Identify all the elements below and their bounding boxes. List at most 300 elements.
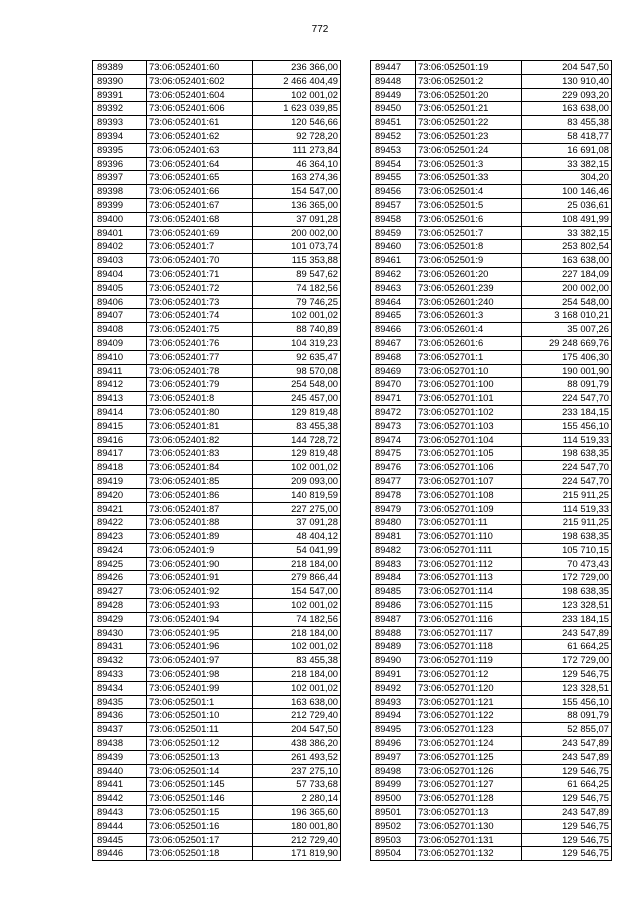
row-number: 89413: [93, 392, 147, 406]
cadastral-number: 73:06:052701:124: [416, 737, 522, 751]
cadastral-number: 73:06:052401:602: [147, 74, 253, 88]
cadastral-number: 73:06:052501:20: [416, 88, 522, 102]
cadastral-number: 73:06:052401:62: [147, 129, 253, 143]
cadastral-number: 73:06:052401:77: [147, 350, 253, 364]
cadastral-number: 73:06:052401:9: [147, 543, 253, 557]
cadastral-number: 73:06:052401:81: [147, 419, 253, 433]
cadastral-number: 73:06:052401:87: [147, 502, 253, 516]
table-row: [93, 88, 341, 102]
cadastral-number: 73:06:052601:6: [416, 336, 522, 350]
amount: 130 910,40: [522, 74, 612, 88]
row-number: 89443: [93, 806, 147, 820]
amount: 98 570,08: [253, 364, 341, 378]
table-row: [371, 61, 612, 75]
cadastral-number: 73:06:052501:22: [416, 116, 522, 130]
amount: 304,20: [522, 171, 612, 185]
cadastral-number: 73:06:052401:76: [147, 336, 253, 350]
amount: 245 457,00: [253, 392, 341, 406]
table-row: [371, 833, 612, 847]
cadastral-number: 73:06:052701:1: [416, 350, 522, 364]
table-row: [371, 778, 612, 792]
amount: 171 819,90: [253, 847, 341, 861]
table-row: [371, 226, 612, 240]
amount: 198 638,35: [522, 447, 612, 461]
row-number: 89435: [93, 695, 147, 709]
cadastral-number: 73:06:052401:74: [147, 309, 253, 323]
row-number: 89406: [93, 295, 147, 309]
amount: 253 802,54: [522, 240, 612, 254]
cadastral-number: 73:06:052701:122: [416, 709, 522, 723]
amount: 254 548,00: [253, 378, 341, 392]
row-number: 89422: [93, 516, 147, 530]
amount: 105 710,15: [522, 543, 612, 557]
table-row: [371, 143, 612, 157]
amount: 37 091,28: [253, 212, 341, 226]
row-number: 89436: [93, 709, 147, 723]
row-number: 89497: [371, 750, 416, 764]
row-number: 89420: [93, 488, 147, 502]
table-row: [93, 309, 341, 323]
amount: 204 547,50: [522, 61, 612, 75]
cadastral-number: 73:06:052401:604: [147, 88, 253, 102]
cadastral-number: 73:06:052401:63: [147, 143, 253, 157]
amount: 218 184,00: [253, 668, 341, 682]
amount: 101 073,74: [253, 240, 341, 254]
amount: 129 819,48: [253, 447, 341, 461]
amount: 224 547,70: [522, 392, 612, 406]
table-row: [371, 461, 612, 475]
cadastral-number: 73:06:052601:239: [416, 281, 522, 295]
table-row: [93, 61, 341, 75]
cadastral-number: 73:06:052501:21: [416, 102, 522, 116]
row-number: 89410: [93, 350, 147, 364]
row-number: 89452: [371, 129, 416, 143]
row-number: 89424: [93, 543, 147, 557]
amount: 70 473,43: [522, 557, 612, 571]
table-row: [93, 267, 341, 281]
cadastral-number: 73:06:052401:86: [147, 488, 253, 502]
table-row: [93, 681, 341, 695]
cadastral-number: 73:06:052501:10: [147, 709, 253, 723]
row-number: 89450: [371, 102, 416, 116]
row-number: 89464: [371, 295, 416, 309]
cadastral-number: 73:06:052701:130: [416, 819, 522, 833]
amount: 254 548,00: [522, 295, 612, 309]
table-row: [371, 516, 612, 530]
amount: 3 168 010,21: [522, 309, 612, 323]
amount: 123 328,51: [522, 599, 612, 613]
row-number: 89390: [93, 74, 147, 88]
row-number: 89463: [371, 281, 416, 295]
row-number: 89438: [93, 737, 147, 751]
row-number: 89408: [93, 323, 147, 337]
amount: 37 091,28: [253, 516, 341, 530]
row-number: 89469: [371, 364, 416, 378]
row-number: 89486: [371, 599, 416, 613]
cadastral-number: 73:06:052701:108: [416, 488, 522, 502]
row-number: 89484: [371, 571, 416, 585]
row-number: 89453: [371, 143, 416, 157]
table-row: [93, 350, 341, 364]
table-row: [93, 612, 341, 626]
amount: 200 002,00: [253, 226, 341, 240]
cadastral-number: 73:06:052701:112: [416, 557, 522, 571]
row-number: 89395: [93, 143, 147, 157]
amount: 79 746,25: [253, 295, 341, 309]
row-number: 89458: [371, 212, 416, 226]
cadastral-number: 73:06:052401:70: [147, 254, 253, 268]
amount: 46 364,10: [253, 157, 341, 171]
row-number: 89454: [371, 157, 416, 171]
amount: 212 729,40: [253, 709, 341, 723]
cadastral-number: 73:06:052701:13: [416, 806, 522, 820]
row-number: 89409: [93, 336, 147, 350]
table-row: [371, 323, 612, 337]
table-row: [93, 129, 341, 143]
row-number: 89405: [93, 281, 147, 295]
row-number: 89441: [93, 778, 147, 792]
cadastral-number: 73:06:052701:131: [416, 833, 522, 847]
row-number: 89475: [371, 447, 416, 461]
amount: 61 664,25: [522, 640, 612, 654]
cadastral-number: 73:06:052501:19: [416, 61, 522, 75]
amount: 61 664,25: [522, 778, 612, 792]
row-number: 89487: [371, 612, 416, 626]
amount: 155 456,10: [522, 695, 612, 709]
row-number: 89500: [371, 792, 416, 806]
table-row: [371, 364, 612, 378]
cadastral-number: 73:06:052401:85: [147, 474, 253, 488]
table-row: [93, 640, 341, 654]
table-row: [93, 116, 341, 130]
row-number: 89488: [371, 626, 416, 640]
cadastral-number: 73:06:052401:99: [147, 681, 253, 695]
cadastral-number: 73:06:052701:119: [416, 654, 522, 668]
row-number: 89493: [371, 695, 416, 709]
amount: 144 728,72: [253, 433, 341, 447]
row-number: 89444: [93, 819, 147, 833]
cadastral-number: 73:06:052401:64: [147, 157, 253, 171]
table-row: [371, 709, 612, 723]
row-number: 89447: [371, 61, 416, 75]
row-number: 89433: [93, 668, 147, 682]
cadastral-number: 73:06:052401:7: [147, 240, 253, 254]
table-row: [93, 240, 341, 254]
row-number: 89393: [93, 116, 147, 130]
row-number: 89399: [93, 198, 147, 212]
table-row: [371, 185, 612, 199]
cadastral-number: 73:06:052501:33: [416, 171, 522, 185]
table-row: [93, 461, 341, 475]
table-row: [93, 516, 341, 530]
cadastral-number: 73:06:052501:146: [147, 792, 253, 806]
table-row: [371, 474, 612, 488]
amount: 52 855,07: [522, 723, 612, 737]
table-row: [371, 681, 612, 695]
table-row: [93, 833, 341, 847]
row-number: 89434: [93, 681, 147, 695]
row-number: 89476: [371, 461, 416, 475]
row-number: 89429: [93, 612, 147, 626]
amount: 136 365,00: [253, 198, 341, 212]
amount: 155 456,10: [522, 419, 612, 433]
cadastral-number: 73:06:052701:102: [416, 405, 522, 419]
row-number: 89460: [371, 240, 416, 254]
amount: 89 547,62: [253, 267, 341, 281]
amount: 224 547,70: [522, 474, 612, 488]
table-row: [93, 709, 341, 723]
amount: 108 491,99: [522, 212, 612, 226]
amount: 102 001,02: [253, 88, 341, 102]
table-row: [371, 198, 612, 212]
row-number: 89478: [371, 488, 416, 502]
row-number: 89432: [93, 654, 147, 668]
cadastral-number: 73:06:052701:121: [416, 695, 522, 709]
row-number: 89439: [93, 750, 147, 764]
table-row: [371, 129, 612, 143]
cadastral-number: 73:06:052501:4: [416, 185, 522, 199]
table-row: [371, 599, 612, 613]
table-row: [371, 695, 612, 709]
amount: 163 638,00: [522, 254, 612, 268]
cadastral-number: 73:06:052401:79: [147, 378, 253, 392]
amount: 209 093,00: [253, 474, 341, 488]
amount: 233 184,15: [522, 405, 612, 419]
amount: 229 093,20: [522, 88, 612, 102]
row-number: 89391: [93, 88, 147, 102]
table-row: [93, 198, 341, 212]
table-row: [93, 792, 341, 806]
cadastral-number: 73:06:052401:8: [147, 392, 253, 406]
row-number: 89407: [93, 309, 147, 323]
row-number: 89418: [93, 461, 147, 475]
cadastral-number: 73:06:052401:72: [147, 281, 253, 295]
row-number: 89421: [93, 502, 147, 516]
amount: 102 001,02: [253, 599, 341, 613]
amount: 129 546,75: [522, 668, 612, 682]
table-row: [93, 819, 341, 833]
table-row: [371, 723, 612, 737]
cadastral-number: 73:06:052701:103: [416, 419, 522, 433]
cadastral-number: 73:06:052701:100: [416, 378, 522, 392]
table-row: [371, 74, 612, 88]
cadastral-number: 73:06:052501:16: [147, 819, 253, 833]
row-number: 89416: [93, 433, 147, 447]
amount: 243 547,89: [522, 626, 612, 640]
table-row: [371, 88, 612, 102]
table-row: [371, 267, 612, 281]
row-number: 89485: [371, 585, 416, 599]
table-row: [93, 212, 341, 226]
table-row: [371, 737, 612, 751]
cadastral-number: 73:06:052501:23: [416, 129, 522, 143]
cadastral-number: 73:06:052701:12: [416, 668, 522, 682]
cadastral-number: 73:06:052601:3: [416, 309, 522, 323]
table-row: [371, 530, 612, 544]
table-row: [93, 281, 341, 295]
row-number: 89396: [93, 157, 147, 171]
row-number: 89448: [371, 74, 416, 88]
row-number: 89459: [371, 226, 416, 240]
row-number: 89442: [93, 792, 147, 806]
row-number: 89389: [93, 61, 147, 75]
table-row: [93, 74, 341, 88]
cadastral-number: 73:06:052501:15: [147, 806, 253, 820]
table-row: [93, 336, 341, 350]
cadastral-number: 73:06:052501:24: [416, 143, 522, 157]
cadastral-number: 73:06:052401:82: [147, 433, 253, 447]
cadastral-number: 73:06:052401:65: [147, 171, 253, 185]
table-row: [371, 240, 612, 254]
cadastral-number: 73:06:052501:2: [416, 74, 522, 88]
cadastral-number: 73:06:052401:97: [147, 654, 253, 668]
table-row: [93, 543, 341, 557]
cadastral-number: 73:06:052501:1: [147, 695, 253, 709]
row-number: 89479: [371, 502, 416, 516]
table-row: [371, 585, 612, 599]
cadastral-number: 73:06:052701:110: [416, 530, 522, 544]
cadastral-number: 73:06:052701:117: [416, 626, 522, 640]
table-row: [93, 295, 341, 309]
table-row: [93, 585, 341, 599]
cadastral-number: 73:06:052501:13: [147, 750, 253, 764]
amount: 227 275,00: [253, 502, 341, 516]
row-number: 89426: [93, 571, 147, 585]
table-row: [371, 281, 612, 295]
amount: 204 547,50: [253, 723, 341, 737]
cadastral-number: 73:06:052701:126: [416, 764, 522, 778]
cadastral-number: 73:06:052401:67: [147, 198, 253, 212]
row-number: 89474: [371, 433, 416, 447]
amount: 33 382,15: [522, 226, 612, 240]
amount: 54 041,99: [253, 543, 341, 557]
cadastral-number: 73:06:052701:113: [416, 571, 522, 585]
table-row: [371, 254, 612, 268]
row-number: 89491: [371, 668, 416, 682]
cadastral-number: 73:06:052701:123: [416, 723, 522, 737]
amount: 212 729,40: [253, 833, 341, 847]
amount: 172 729,00: [522, 571, 612, 585]
cadastral-number: 73:06:052701:104: [416, 433, 522, 447]
row-number: 89402: [93, 240, 147, 254]
page-number: 772: [311, 24, 329, 35]
table-row: [93, 171, 341, 185]
cadastral-number: 73:06:052701:10: [416, 364, 522, 378]
table-row: [93, 378, 341, 392]
table-row: [93, 571, 341, 585]
amount: 129 546,75: [522, 833, 612, 847]
table-row: [371, 571, 612, 585]
cadastral-number: 73:06:052401:89: [147, 530, 253, 544]
table-row: [371, 668, 612, 682]
cadastral-number: 73:06:052401:88: [147, 516, 253, 530]
cadastral-number: 73:06:052401:61: [147, 116, 253, 130]
amount: 227 184,09: [522, 267, 612, 281]
cadastral-number: 73:06:052601:20: [416, 267, 522, 281]
cadastral-number: 73:06:052601:4: [416, 323, 522, 337]
amount: 88 091,79: [522, 709, 612, 723]
cadastral-number: 73:06:052501:17: [147, 833, 253, 847]
row-number: 89446: [93, 847, 147, 861]
amount: 120 546,66: [253, 116, 341, 130]
row-number: 89461: [371, 254, 416, 268]
row-number: 89428: [93, 599, 147, 613]
cadastral-number: 73:06:052401:66: [147, 185, 253, 199]
row-number: 89472: [371, 405, 416, 419]
amount: 129 546,75: [522, 819, 612, 833]
cadastral-number: 73:06:052401:84: [147, 461, 253, 475]
table-row: [93, 557, 341, 571]
row-number: 89449: [371, 88, 416, 102]
row-number: 89403: [93, 254, 147, 268]
cadastral-number: 73:06:052401:91: [147, 571, 253, 585]
cadastral-number: 73:06:052401:60: [147, 61, 253, 75]
amount: 83 455,38: [253, 419, 341, 433]
amount: 48 404,12: [253, 530, 341, 544]
table-row: [371, 392, 612, 406]
table-row: [93, 447, 341, 461]
table-row: [93, 364, 341, 378]
amount: 102 001,02: [253, 309, 341, 323]
amount: 215 911,25: [522, 488, 612, 502]
table-row: [93, 530, 341, 544]
amount: 104 319,23: [253, 336, 341, 350]
row-number: 89440: [93, 764, 147, 778]
table-row: [371, 419, 612, 433]
table-row: [93, 157, 341, 171]
table-row: [371, 502, 612, 516]
amount: 215 911,25: [522, 516, 612, 530]
cadastral-number: 73:06:052401:98: [147, 668, 253, 682]
row-number: 89419: [93, 474, 147, 488]
cadastral-number: 73:06:052601:240: [416, 295, 522, 309]
amount: 74 182,56: [253, 281, 341, 295]
cadastral-number: 73:06:052401:93: [147, 599, 253, 613]
amount: 92 635,47: [253, 350, 341, 364]
amount: 243 547,89: [522, 750, 612, 764]
row-number: 89496: [371, 737, 416, 751]
amount: 198 638,35: [522, 530, 612, 544]
table-row: [371, 378, 612, 392]
table-row: [93, 502, 341, 516]
row-number: 89504: [371, 847, 416, 861]
row-number: 89401: [93, 226, 147, 240]
row-number: 89477: [371, 474, 416, 488]
table-row: [93, 778, 341, 792]
amount: 163 274,36: [253, 171, 341, 185]
table-row: [93, 668, 341, 682]
amount: 83 455,38: [253, 654, 341, 668]
row-number: 89455: [371, 171, 416, 185]
cadastral-number: 73:06:052701:106: [416, 461, 522, 475]
row-number: 89430: [93, 626, 147, 640]
table-row: [371, 336, 612, 350]
cadastral-number: 73:06:052401:95: [147, 626, 253, 640]
amount: 129 546,75: [522, 847, 612, 861]
table-row: [371, 750, 612, 764]
table-row: [371, 612, 612, 626]
row-number: 89414: [93, 405, 147, 419]
amount: 236 366,00: [253, 61, 341, 75]
row-number: 89495: [371, 723, 416, 737]
amount: 200 002,00: [522, 281, 612, 295]
table-row: [371, 764, 612, 778]
cadastral-number: 73:06:052501:12: [147, 737, 253, 751]
amount: 92 728,20: [253, 129, 341, 143]
row-number: 89451: [371, 116, 416, 130]
row-number: 89467: [371, 336, 416, 350]
row-number: 89417: [93, 447, 147, 461]
